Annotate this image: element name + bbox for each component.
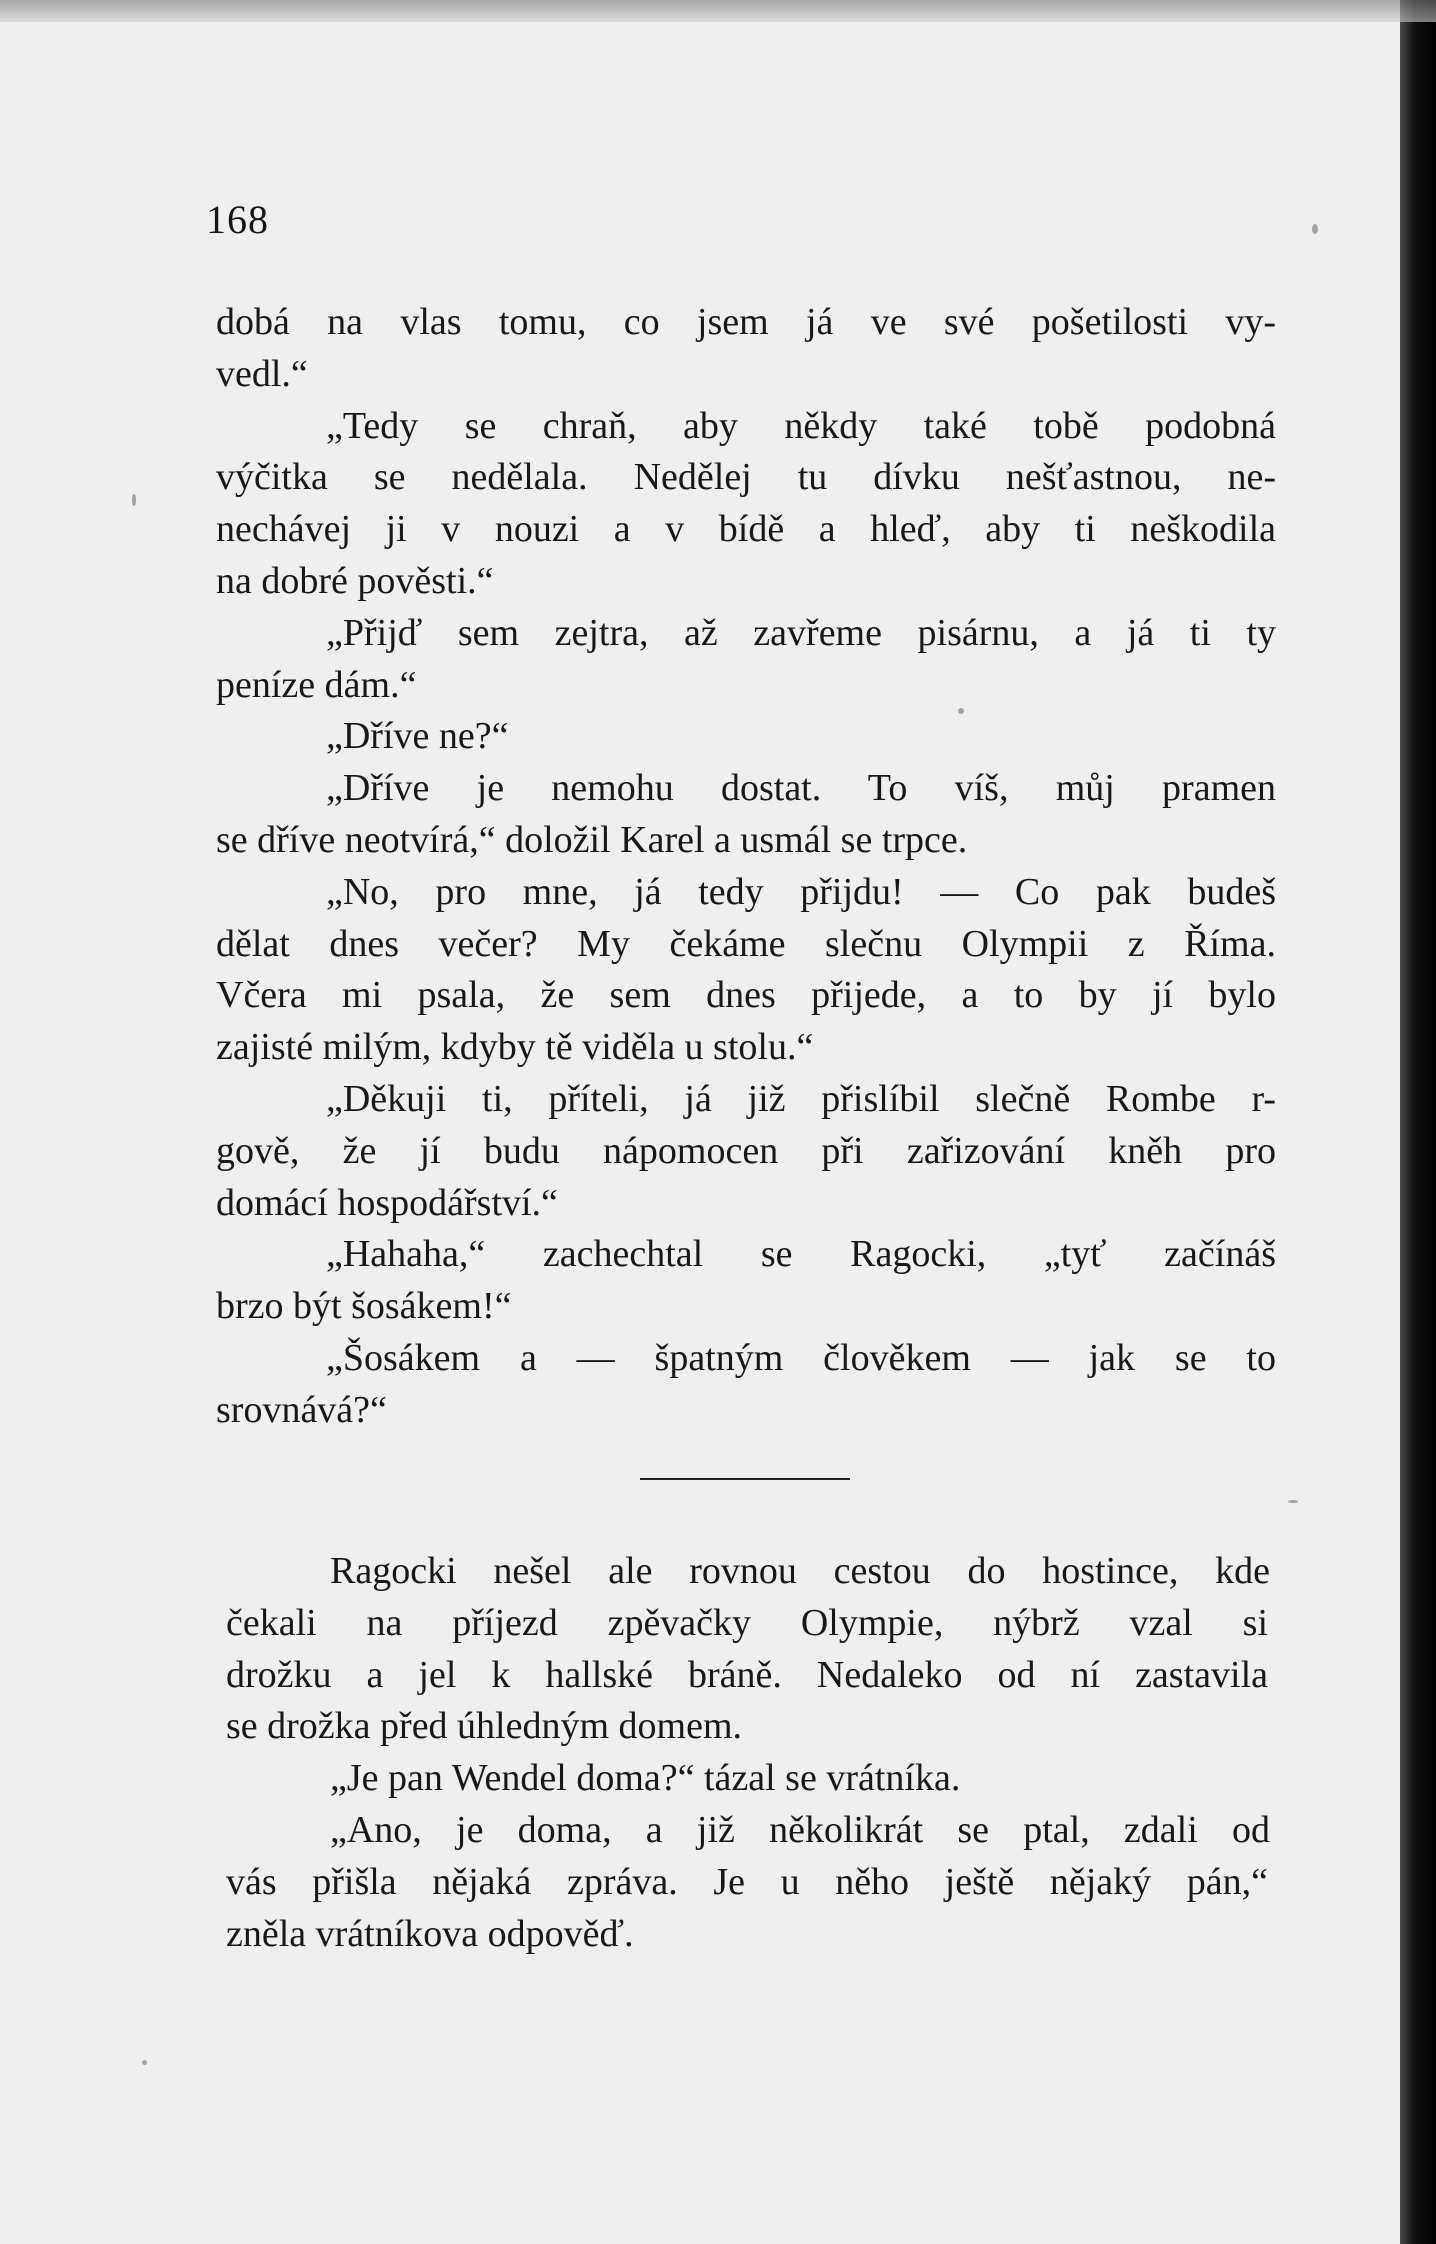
section-divider (640, 1478, 850, 1480)
text-line: „Hahaha,“ zachechtal se Ragocki, „tyť začínáš (326, 1233, 1276, 1276)
text-line: „Ano, je doma, a již několikrát se ptal, zdali od (330, 1809, 1270, 1851)
page-edge-shadow (1400, 0, 1436, 2244)
text-line: dělat dnes večer? My čekáme slečnu Olympii z Říma. (216, 922, 1276, 965)
text-line: drožku a jel k hallské bráně. Nedaleko od ní zastavila (226, 1653, 1268, 1696)
text-line: vedl.“ (216, 352, 308, 395)
print-speck (1288, 1500, 1298, 1503)
text-line: dobá na vlas tomu, co jsem já ve své pošetilosti vy- (216, 301, 1276, 343)
text-line: „Šosákem a — špatným člověkem — jak se to (326, 1337, 1276, 1379)
text-line: Včera mi psala, že sem dnes přijede, a to by jí bylo (216, 974, 1276, 1017)
text-line: se dříve neotvírá,“ doložil Karel a usmál se trpce. (216, 819, 968, 861)
text-line: vás přišla nějaká zpráva. Je u něho ještě nějaký pán,“ (226, 1860, 1268, 1903)
text-line: na dobré pověsti.“ (216, 560, 494, 602)
print-speck (958, 708, 964, 714)
text-line: čekali na příjezd zpěvačky Olympie, nýbrž vzal si (226, 1601, 1268, 1644)
text-line: gově, že jí budu nápomocen při zařizování kněh pro (216, 1129, 1276, 1172)
text-line: „Dříve ne?“ (326, 715, 509, 758)
text-line: „Přijď sem zejtra, až zavřeme pisárnu, a já ti ty (326, 611, 1276, 654)
text-line: Ragocki nešel ale rovnou cestou do hostince, kde (330, 1550, 1270, 1592)
text-line: zajisté milým, kdyby tě viděla u stolu.“ (216, 1026, 814, 1069)
text-line: „Tedy se chraň, aby někdy také tobě podobná (326, 404, 1276, 447)
page-top-edge (0, 0, 1436, 22)
text-line: nechávej ji v nouzi a v bídě a hleď, aby ti neškodila (216, 508, 1276, 551)
text-line: „Dříve je nemohu dostat. To víš, můj pramen (326, 767, 1276, 810)
text-line: zněla vrátníkova odpověď. (226, 1912, 634, 1955)
text-line: brzo být šosákem!“ (216, 1285, 512, 1328)
print-speck (132, 494, 136, 506)
print-speck (1312, 224, 1318, 234)
text-line: „Děkuji ti, příteli, já již přislíbil slečně Rombe r- (326, 1078, 1276, 1120)
text-line: „Je pan Wendel doma?“ tázal se vrátníka. (330, 1757, 961, 1800)
text-line: peníze dám.“ (216, 663, 417, 706)
page-number: 168 (206, 197, 269, 242)
text-line: se drožka před úhledným domem. (226, 1705, 743, 1748)
text-line: domácí hospodářství.“ (216, 1181, 558, 1224)
print-speck (142, 2060, 147, 2065)
text-line: srovnává?“ (216, 1388, 387, 1431)
text-line: „No, pro mne, já tedy přijdu! — Co pak budeš (326, 870, 1276, 913)
text-line: výčitka se nedělala. Nedělej tu dívku nešťastnou, ne- (216, 456, 1276, 499)
